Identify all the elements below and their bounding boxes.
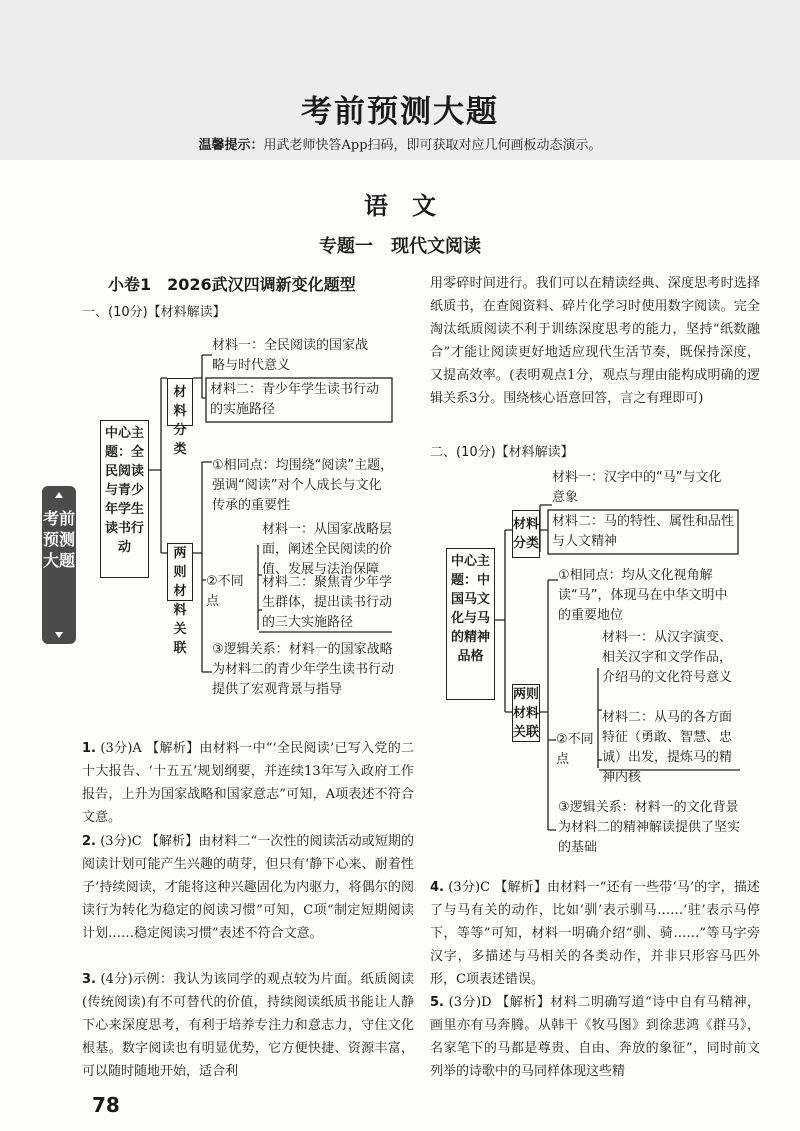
section1-relation-box: 两则材料关联 bbox=[167, 543, 193, 601]
section1-diff-label: ②不同点 bbox=[206, 574, 244, 609]
section2-logic: ③逻辑关系：材料一的文化背景为材料二的精神解读提供了坚实的基础 bbox=[558, 800, 741, 855]
section2-category-box: 材料分类 bbox=[512, 510, 540, 558]
section2-diff2: 材料二：从马的各方面特征（勇敢、智慧、忠诚）出发，提炼马的精神内核 bbox=[602, 710, 733, 785]
section2-diff-label: ②不同点 bbox=[556, 732, 594, 767]
answer-1: 1. (3分)A 【解析】由材料一中“‘全民阅读’已写入党的二十大报告、‘十五五’规划纲要，并连续13年写入政府工作报告，上升为国家战略和国家意志”可知，A项表述不符合文意。 bbox=[82, 741, 414, 825]
section2-same-point: ①相同点：均从文化视角解读“马”，体现马在中华文明中的重要地位 bbox=[558, 568, 728, 623]
tip-text: 用武老师快答App扫码，即可获取对应几何画板动态演示。 bbox=[263, 138, 602, 153]
volume-title: 小卷1 2026武汉四调新变化题型 bbox=[108, 275, 356, 294]
answer-3: 3. (4分)示例：我认为该同学的观点较为片面。纸质阅读(传统阅读)有不可替代的价值，持续阅读纸质书能让人静下心来深度思考，有利于培养专注力和意志力，守住文化根基。数字阅读也有明显优势，它方便快捷、资源丰富，可以随时随地开始，适合利 bbox=[82, 972, 414, 1079]
section1-logic: ③逻辑关系：材料一的国家战略为材料二的青少年学生读书行动提供了宏观背景与指导 bbox=[212, 642, 395, 697]
section1-material2: 材料二：青少年学生读书行动的实施路径 bbox=[210, 382, 380, 417]
section2-material1: 材料一：汉字中的“马”与文化意象 bbox=[552, 470, 722, 505]
answer-5: 5. (3分)D 【解析】材料二明确写道“诗中自有马精神，画里亦有马奔腾。从韩干《牧马图》到徐悲鸿《群马》，名家笔下的马都是尊贵、自由、奔放的象征”，同时前文列举的诗歌中的马同样体现这些精 bbox=[430, 995, 760, 1079]
page-number: 78 bbox=[92, 1093, 120, 1117]
section2-diff1: 材料一：从汉字演变、相关汉字和文学作品，介绍马的文化符号意义 bbox=[602, 630, 733, 685]
section2-material2: 材料二：马的特性、属性和品性与人文精神 bbox=[552, 514, 735, 549]
section1-material1: 材料一：全民阅读的国家战略与时代意义 bbox=[212, 338, 369, 373]
section2-relation-box: 两则材料关联 bbox=[512, 684, 540, 742]
section1-diff1: 材料一：从国家战略层面，阐述全民阅读的价值、发展与法治保障 bbox=[262, 522, 393, 577]
section1-center-box: 中心主题：全民阅读与青少年学生读书行动 bbox=[100, 420, 149, 578]
side-tab-text: 考前预测大题 bbox=[42, 509, 75, 570]
page-title: 考前预测大题 bbox=[301, 94, 499, 130]
section2-center-box: 中心主题：中国马文化与马的精神品格 bbox=[446, 548, 495, 700]
tip-label: 温馨提示： bbox=[198, 138, 264, 153]
topic-title: 专题一 现代文阅读 bbox=[319, 236, 481, 257]
answer-3-continued: 用零碎时间进行。我们可以在精读经典、深度思考时选择纸质书，在查阅资料、碎片化学习时使用数字阅读。完全淘汰纸质阅读不利于训练深度思考的能力，坚持“纸数融合”才能让阅读更好地适应现代生活节奏，既保持深度，又提高效率。(表明观点1分，观点与理由能构成明确的逻辑关系3分。围绕核心语意回答，言之有理即可) bbox=[430, 276, 760, 406]
section1-diff2: 材料二：聚焦青少年学生群体，提出读书行动的三大实施路径 bbox=[262, 575, 393, 630]
answer-4: 4. (3分)C 【解析】由材料一“还有一些带‘马’的字，描述了与马有关的动作，比如‘驯’表示驯马……‘驻’表示马停下，等等”可知，材料一明确介绍“驯、骑……”等马字旁汉字，多描述与马相关的各类动作，并非只形容马匹外形，C项表述错误。 bbox=[430, 880, 760, 987]
answer-2: 2. (3分)C 【解析】由材料二“一次性的阅读活动或短期的阅读计划可能产生兴趣的萌芽，但只有‘静下心来、耐着性子’持续阅读，才能将这种兴趣固化为内驱力，将偶尔的阅读行为转化为稳定的阅读习惯”可知，C项“制定短期阅读计划……稳定阅读习惯”表述不符合文意。 bbox=[82, 834, 415, 941]
section1-same-point: ①相同点：均围绕“阅读”主题，强调“阅读”对个人成长与文化传承的重要性 bbox=[212, 458, 394, 513]
section1-category-box: 材料分类 bbox=[167, 378, 193, 426]
subject-title: 语 文 bbox=[364, 191, 436, 220]
